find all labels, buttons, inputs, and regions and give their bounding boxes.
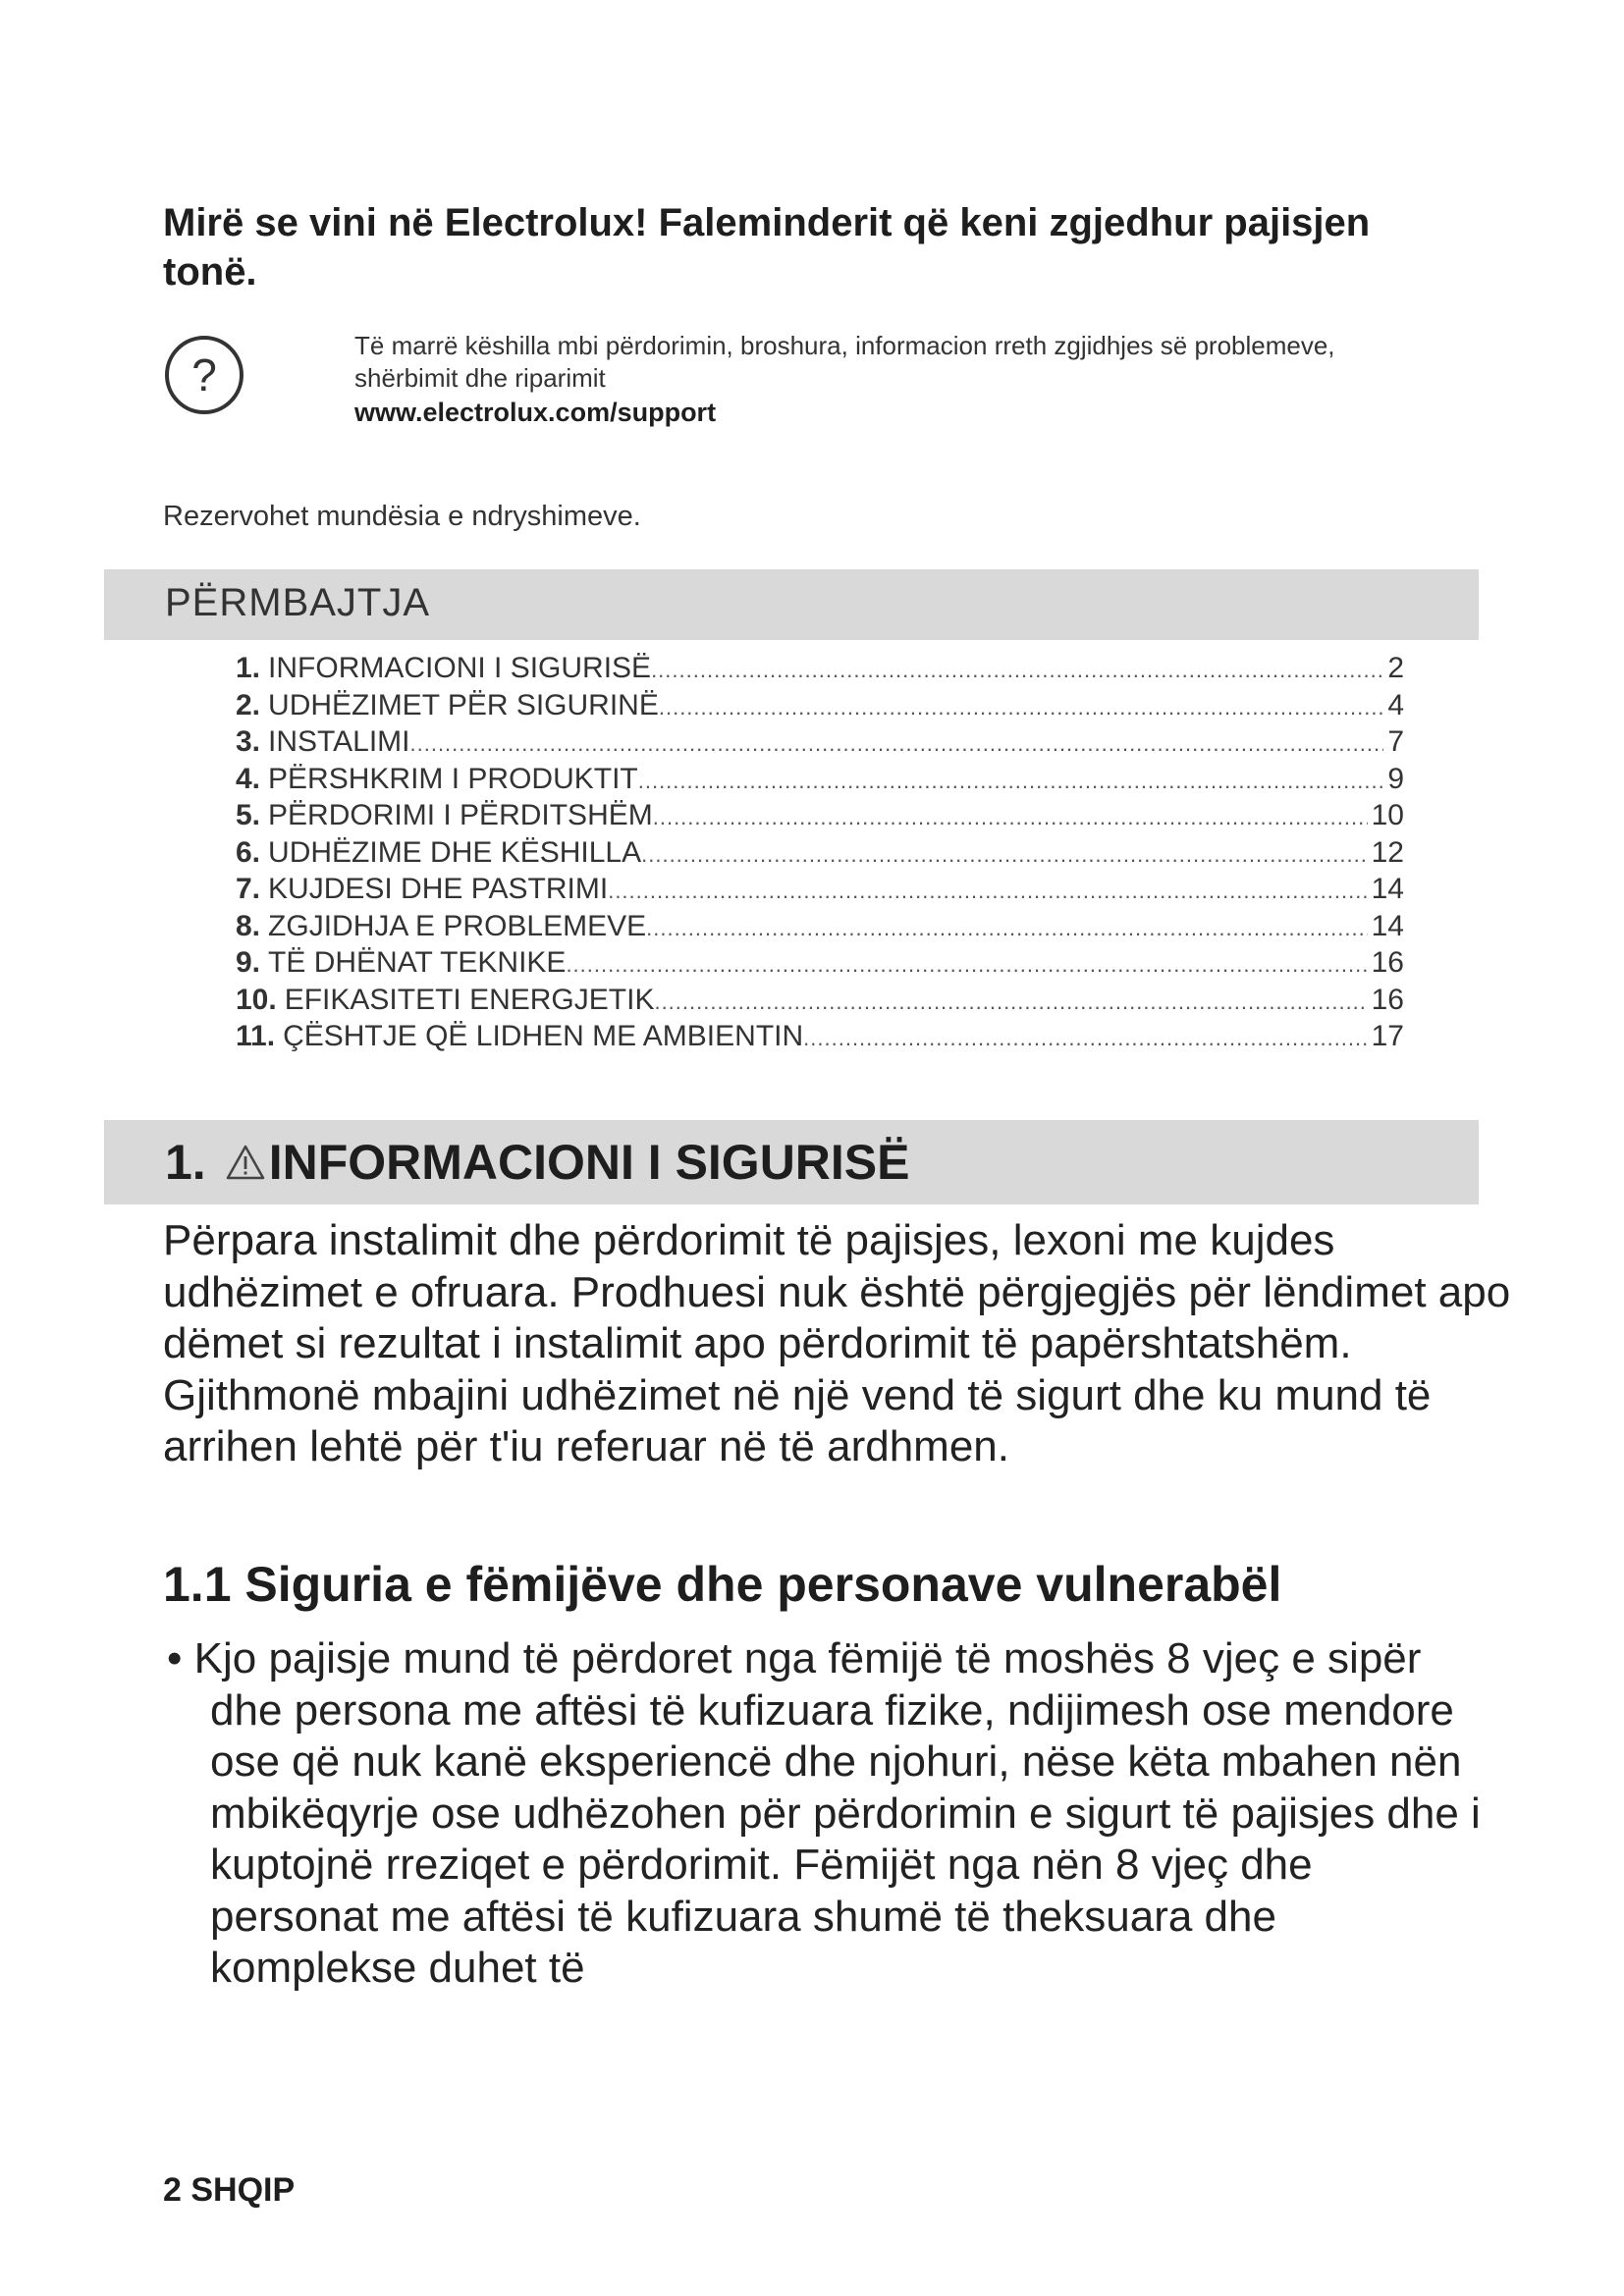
toc-item-page: 7 (1387, 725, 1404, 758)
help-text: Të marrë këshilla mbi përdorimin, broshura, informacion rreth zgjidhjes së problemeve, shërbimit dhe riparimit (354, 331, 1335, 393)
toc-item[interactable] (236, 873, 1404, 910)
toc-item-page: 17 (1371, 1020, 1404, 1052)
toc-leader (653, 805, 1368, 830)
toc-leader (659, 695, 1383, 721)
section-1-intro: Përpara instalimit dhe përdorimit të pajisjes, lexoni me kujdes udhëzimet e ofruara. Prodhuesi nuk është përgjegjës për lëndimet apo dëmet si rezultat i instalimit apo përdorimit të papërshtatshëm. Gjithmonë mbajini udhëzimet në një vend të sigurt dhe ku mund të arrihen lehtë për t'iu referuar në të ardhmen. (163, 1216, 1511, 1470)
toc-item-page: 16 (1371, 946, 1404, 979)
toc-leader (608, 879, 1367, 904)
toc-item[interactable] (236, 763, 1404, 800)
subsection-1-1-title: 1.1 Siguria e fëmijëve dhe personave vulnerabël (163, 1557, 1282, 1612)
toc-item-number: 5. (236, 799, 261, 831)
toc-leader (410, 731, 1384, 757)
page-footer: 2 SHQIP (163, 2171, 296, 2209)
toc-item-number: 9. (236, 946, 261, 979)
toc-item[interactable] (236, 1020, 1404, 1057)
toc-item-label: EFIKASITETI ENERGJETIK (284, 983, 655, 1016)
table-of-contents (236, 652, 1404, 1057)
toc-item-label: ÇËSHTJE QË LIDHEN ME AMBIENTIN (283, 1020, 804, 1052)
toc-item-label: KUJDESI DHE PASTRIMI (268, 873, 609, 905)
toc-item-label: TË DHËNAT TEKNIKE (268, 946, 567, 979)
toc-header (104, 569, 1479, 640)
toc-item-number: 4. (236, 762, 261, 795)
toc-item-number: 6. (236, 835, 261, 869)
toc-item-number: 10. (236, 983, 277, 1016)
toc-item-page: 14 (1371, 909, 1404, 942)
toc-item-label: UDHËZIME DHE KËSHILLA (268, 835, 642, 869)
toc-item-page: 14 (1371, 873, 1404, 905)
toc-item-label: INFORMACIONI I SIGURISË (268, 652, 652, 684)
support-link[interactable]: www.electrolux.com/support (354, 398, 717, 427)
welcome-heading: Mirë se vini në Electrolux! Faleminderit që keni zgjedhur pajisjen tonë. (163, 201, 1371, 294)
toc-item-label: UDHËZIMET PËR SIGURINË (268, 688, 659, 721)
toc-leader (803, 1026, 1367, 1051)
toc-item-page: 9 (1387, 762, 1404, 795)
toc-item[interactable] (236, 984, 1404, 1021)
toc-item-number: 11. (236, 1020, 276, 1052)
toc-item-page: 4 (1387, 688, 1404, 721)
section-1-number: 1. (165, 1135, 206, 1190)
toc-item[interactable] (236, 725, 1404, 763)
toc-item-number: 2. (236, 688, 261, 721)
toc-item-label: ZGJIDHJA E PROBLEMEVE (268, 909, 647, 942)
toc-item-page: 16 (1371, 983, 1404, 1016)
toc-item-label: INSTALIMI (268, 725, 410, 758)
toc-leader (638, 769, 1384, 794)
toc-item[interactable] (236, 836, 1404, 874)
toc-item-number: 1. (236, 652, 261, 684)
toc-item[interactable] (236, 799, 1404, 836)
section-1-title (165, 1134, 910, 1191)
toc-item-number: 3. (236, 725, 261, 758)
toc-item[interactable] (236, 689, 1404, 726)
toc-item-number: 7. (236, 873, 261, 905)
toc-item-page: 10 (1371, 799, 1404, 831)
toc-leader (646, 916, 1368, 941)
list-item (167, 1633, 1487, 1995)
toc-item[interactable] (236, 910, 1404, 947)
toc-leader (641, 842, 1368, 868)
toc-item-label: PËRSHKRIM I PRODUKTIT (268, 762, 638, 795)
toc-item[interactable] (236, 946, 1404, 984)
toc-title: PËRMBAJTJA (165, 581, 431, 624)
toc-item-page: 2 (1387, 652, 1404, 684)
reserve-note: Rezervohet mundësia e ndryshimeve. (163, 501, 641, 532)
toc-leader (566, 952, 1367, 978)
svg-text:?: ? (191, 349, 217, 400)
toc-item-page: 12 (1371, 835, 1404, 869)
toc-leader (651, 658, 1383, 683)
section-1-label: INFORMACIONI I SIGURISË (268, 1135, 910, 1190)
toc-item[interactable] (236, 652, 1404, 689)
toc-item-number: 8. (236, 909, 261, 942)
toc-item-label: PËRDORIMI I PËRDITSHËM (268, 799, 653, 831)
toc-leader (654, 989, 1367, 1015)
warning-triangle-icon (226, 1145, 265, 1180)
bullet-icon: • (167, 1634, 194, 1682)
question-circle-icon (163, 334, 245, 416)
section-1-header (104, 1120, 1479, 1204)
list-item-text: Kjo pajisje mund të përdoret nga fëmijë të moshës 8 vjeç e sipër dhe persona me aftësi të kufizuara fizike, ndijimesh ose mendore ose që nuk kanë eksperiencë dhe njohuri, nëse këta mbahen nën mbikëqyrje ose udhëzohen për përdorimin e sigurt të pajisjes dhe i kuptojnë rreziqet e përdorimit. Fëmijët nga nën 8 vjeç dhe personat me aftësi të kufizuara shumë të theksuara dhe komplekse duhet të (193, 1634, 1481, 1992)
